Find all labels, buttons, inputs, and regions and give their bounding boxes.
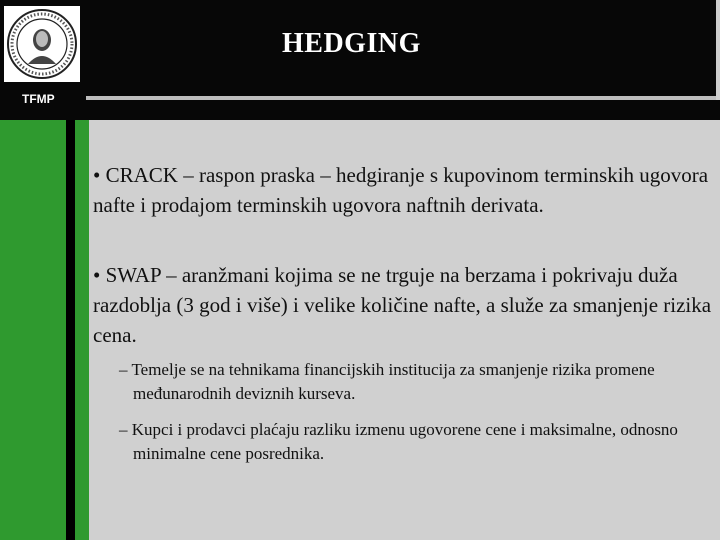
bullet-marker: • [93,163,101,187]
content-panel [89,120,720,540]
subbullet-kupci [119,418,720,466]
org-abbreviation: TFMP [22,92,55,106]
left-accent-bar [0,120,66,540]
right-edge-stripe [716,0,720,100]
bullet-marker: • [93,263,101,287]
subbullet-text: Kupci i prodavci plaćaju razliku izmenu ugovorene cene i maksimalne, odnosno minimalne cene posrednika. [131,420,678,463]
subbullet-marker: – [119,360,128,379]
slide-title: HEDGING [282,28,421,59]
header-bar [0,0,720,120]
inner-accent-bar [75,120,89,540]
bullet-crack [93,160,718,220]
university-seal-icon [4,6,80,82]
subbullet-marker: – [119,420,128,439]
header-divider [86,96,720,100]
bullet-swap [93,260,718,350]
subbullet-temelje [119,358,720,406]
subbullet-text: Temelje se na tehnikama financijskih institucija za smanjenje rizika promene međunarodnih deviznih kurseva. [131,360,655,403]
bullet-text: CRACK – raspon praska – hedgiranje s kupovinom terminskih ugovora nafte i prodajom terminskih ugovora naftnih derivata. [93,163,709,217]
bullet-text: SWAP – aranžmani kojima se ne trguje na berzama i pokrivaju duža razdoblja (3 god i više) i velike količine nafte, a služe za smanjenje rizika cena. [93,263,712,347]
